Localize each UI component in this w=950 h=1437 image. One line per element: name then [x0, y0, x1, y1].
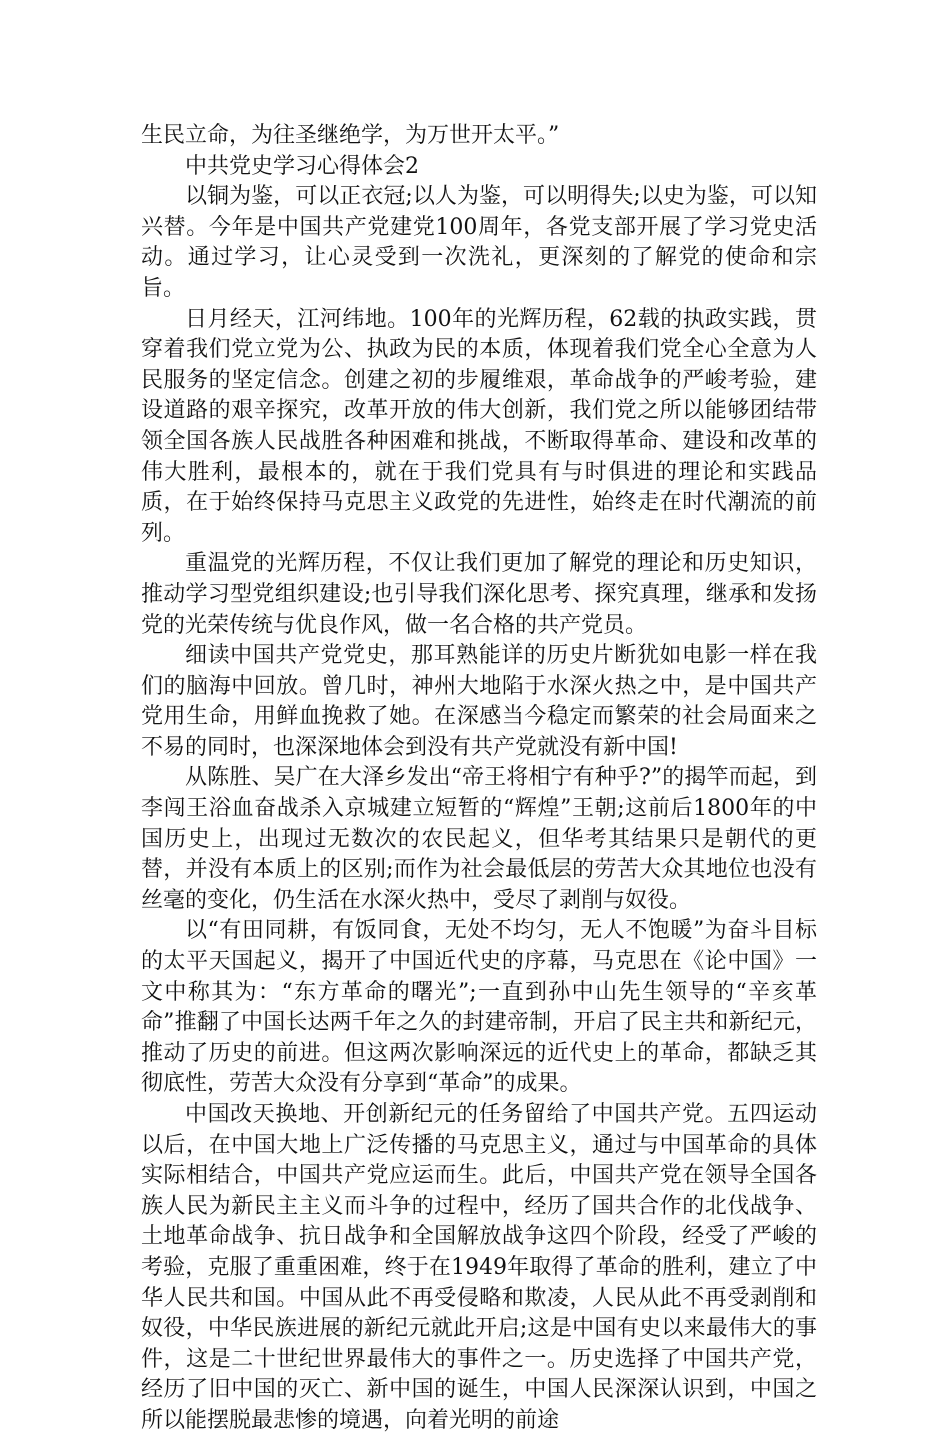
paragraph: 从陈胜、吴广在大泽乡发出“帝王将相宁有种乎?”的揭竿而起，到李闯王浴血奋战杀入京城建立短暂的“辉煌”王朝;这前后1800年的中国历史上，出现过无数次的农民起义，但华考其结果只是朝代的更替，并没有本质上的区别;而作为社会最低层的劳苦大众其地位也没有丝毫的变化，仍生活在水深火热中，受尽了剥削与奴役。	[141, 765, 817, 913]
paragraph: 以铜为鉴，可以正衣冠;以人为鉴，可以明得失;以史为鉴，可以知兴替。今年是中国共产党建党100周年，各党支部开展了学习党史活动。通过学习，让心灵受到一次洗礼，更深刻的了解党的使命和宗旨。	[141, 184, 817, 301]
paragraph: 日月经天，江河纬地。100年的光辉历程，62载的执政实践，贯穿着我们党立党为公、执政为民的本质，体现着我们党全心全意为人民服务的坚定信念。创建之初的步履维艰，革命战争的严峻考验，建设道路的艰辛探究，改革开放的伟大创新，我们党之所以能够团结带领全国各族人民战胜各种困难和挑战，不断取得革命、建设和改革的伟大胜利，最根本的，就在于我们党具有与时俱进的理论和实践品质，在于始终保持马克思主义政党的先进性，始终走在时代潮流的前列。	[141, 306, 817, 546]
paragraph: 重温党的光辉历程，不仅让我们更加了解党的理论和历史知识，推动学习型党组织建设;也引导我们深化思考、探究真理，继承和发扬党的光荣传统与优良作风，做一名合格的共产党员。	[141, 551, 817, 638]
paragraph: 以“有田同耕，有饭同食，无处不均匀，无人不饱暖”为奋斗目标的太平天国起义，揭开了中国近代史的序幕，马克思在《论中国》一文中称其为：“东方革命的曙光”;一直到孙中山先生领导的“辛亥革命”推翻了中国长达两千年之久的封建帝制，开启了民主共和新纪元，推动了历史的前进。但这两次影响深远的近代史上的革命，都缺乏其彻底性，劳苦大众没有分享到“革命”的成果。	[141, 918, 817, 1097]
document-body	[141, 121, 817, 1437]
paragraph-continuation: 生民立命，为往圣继绝学，为万世开太平。”	[141, 123, 560, 148]
paragraph: 细读中国共产党党史，那耳熟能详的历史片断犹如电影一样在我们的脑海中回放。曾几时，神州大地陷于水深火热之中，是中国共产党用生命，用鲜血挽救了她。在深感当今稳定而繁荣的社会局面来之不易的同时，也深深地体会到没有共产党就没有新中国!	[141, 643, 817, 760]
section-heading: 中共党史学习心得体会2	[185, 153, 419, 179]
paragraph: 中国改天换地、开创新纪元的任务留给了中国共产党。五四运动以后，在中国大地上广泛传播的马克思主义，通过与中国革命的具体实际相结合，中国共产党应运而生。此后，中国共产党在领导全国各族人民为新民主主义而斗争的过程中，经历了国共合作的北伐战争、土地革命战争、抗日战争和全国解放战争这四个阶段，经受了严峻的考验，克服了重重困难，终于在1949年取得了革命的胜利，建立了中华人民共和国。中国从此不再受侵略和欺凌，人民从此不再受剥削和奴役，中华民族进展的新纪元就此开启;这是中国有史以来最伟大的事件，这是二十世纪世界最伟大的事件之一。历史选择了中国共产党，经历了旧中国的灭亡、新中国的诞生，中国人民深深认识到，中国之所以能摆脱最悲惨的境遇，向着光明的前途	[141, 1102, 817, 1433]
